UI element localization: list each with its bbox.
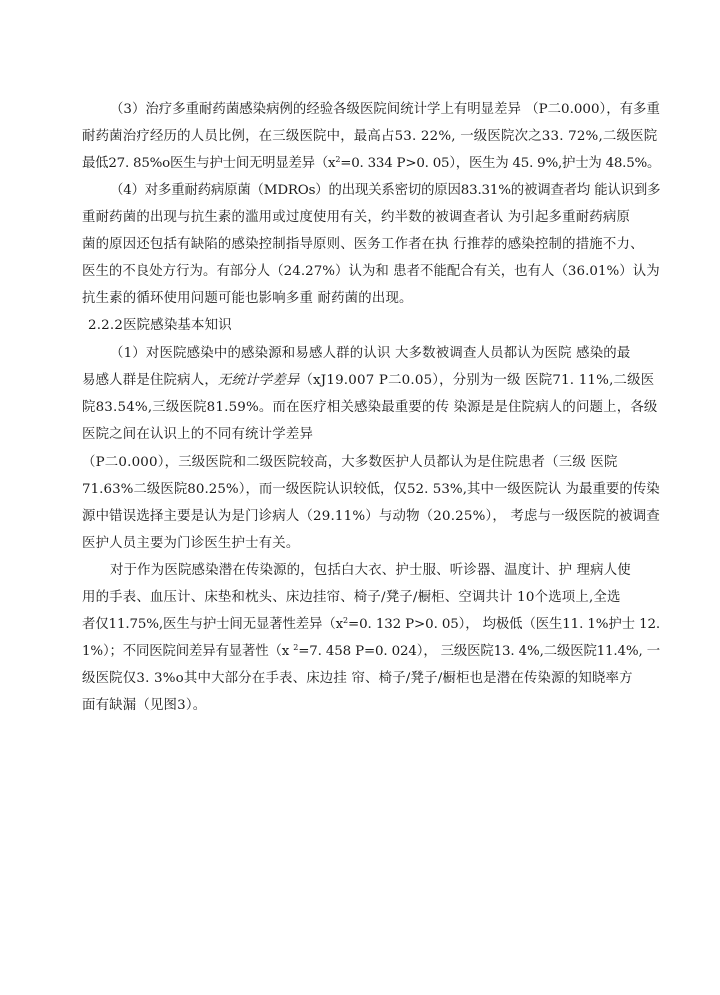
paragraph-3-line-3: 最低27. 85%o医生与护士间无明显差异（$x^2=0$. 334 P>0. 05），医生为 45. 9%,护士为 48.5%。: [82, 155, 661, 171]
paragraph-4-line-3: 菌的原因还包括有缺陷的感染控制指导原则、医务工作者在执 行推荐的感染控制的措施不力、: [82, 237, 644, 252]
paragraph-5-line-1: 对于作为医院感染潜在传染源的，包括白大衣、护士服、听诊器、温度计、护 理病人使: [110, 563, 631, 578]
paragraph-1-line-7: 源中错误选择主要是认为是门诊病人（29.11%）与动物（20.25%）， 考虑与一级医院的被调查: [82, 509, 660, 524]
paragraph-1-line-8: 医护人员主要为门诊医生护士有关。: [82, 536, 300, 551]
paragraph-4-line-1: （4）对多重耐药病原菌（MDROs）的出现关系密切的原因83.31%的被调查者均 能认识到多: [110, 183, 661, 198]
paragraph-1-line-1: （1）对医院感染中的感染源和易感人群的认识 大多数被调查人员都认为医院 感染的最: [110, 346, 631, 361]
paragraph-1-line-6: 71.63%二级医院80.25%），而一级医院认识较低，仅52. 53%,其中一级医院认 为最重要的传染: [82, 482, 660, 497]
paragraph-5-line-6: 面有缺漏（见图3）。: [82, 698, 207, 713]
paragraph-1-line-3: 院83.54%,三级医院81.59%。而在医疗相关感染最重要的传 染源是是住院病人的问题上，各级: [82, 400, 658, 415]
paragraph-5-line-3: 者仅11.75%,医生与护士间无显著性差异（$x^2=0$. 132 P>0. 05）， 均极低（医生11. 1%护士 12.: [82, 616, 661, 632]
paragraph-5-line-4: 1%）；不同医院间差异有显著性（x $^2$=7. 458 P=0. 024）， 三级医院13. 4%,二级医院11.4%, 一: [82, 643, 660, 659]
paragraph-1-line-5: （P二0.000），三级医院和二级医院较高，大多数医护人员都认为是住院患者（三级 医院: [82, 455, 618, 470]
paragraph-4-line-5: 抗生素的循环使用问题可能也影响多重 耐药菌的出现。: [82, 291, 413, 306]
paragraph-4-line-2: 重耐药菌的出现与抗生素的滥用或过度使用有关，约半数的被调查者认 为引起多重耐药病原: [82, 210, 631, 225]
paragraph-5-line-5: 级医院仅3. 3%o其中大部分在手表、床边挂 帘、椅子/凳子/橱柜也是潜在传染源的知晓率方: [82, 671, 633, 686]
section-heading: 2.2.2医院感染基本知识: [88, 318, 232, 333]
paragraph-3-line-2: 耐药菌治疗经历的人员比例，在三级医院中，最高占53. 22%, 一级医院次之33. 72%,二级医院: [82, 129, 658, 144]
paragraph-3-line-1: （3）治疗多重耐药菌感染病例的经验各级医院间统计学上有明显差异 （P二0.000），有多重: [110, 102, 660, 117]
paragraph-5-line-2: 用的手表、血压计、床垫和枕头、床边挂帘、椅子/凳子/橱柜、空调共计 10个选项上,全选: [82, 590, 621, 605]
paragraph-1-line-2: 易感人群是住院病人，无统计学差异（xJ19.007 P二0.05），分别为一级 医院71. 11%,二级医: [82, 373, 655, 388]
paragraph-1-line-4: 医院之间在认识上的不同有统计学差异: [82, 427, 314, 442]
paragraph-4-line-4: 医生的不良处方行为。有部分人（24.27%）认为和 患者不能配合有关，也有人（36.01%）认为: [82, 264, 660, 279]
